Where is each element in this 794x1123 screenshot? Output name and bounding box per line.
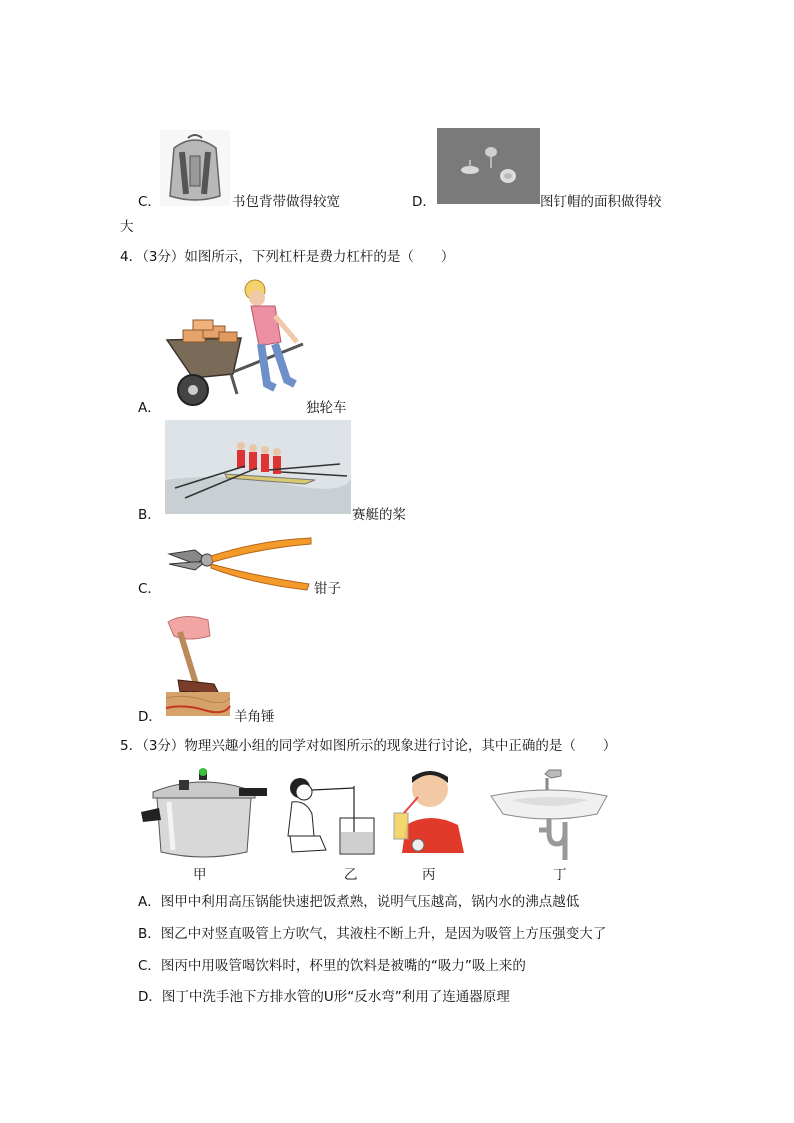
q4-option-d-label: D． xyxy=(138,709,162,725)
q4-option-c-text: 钳子 xyxy=(314,581,341,597)
q3-option-d-text-cont: 大 xyxy=(120,219,134,235)
pressure-cooker-image xyxy=(139,766,269,862)
caption-yi: 乙 xyxy=(344,867,358,883)
wheelbarrow-image xyxy=(163,276,306,410)
caption-jia: 甲 xyxy=(193,867,207,883)
sink-image xyxy=(489,766,609,862)
q4-stem: 4．（3分）如图所示，下列杠杆是费力杠杆的是（ ） xyxy=(120,249,455,265)
q5-option-a: A．图甲中利用高压锅能快速把饭煮熟，说明气压越高，锅内水的沸点越低 xyxy=(138,894,580,910)
claw-hammer-image xyxy=(164,612,232,718)
q4-option-b-text: 赛艇的桨 xyxy=(352,507,406,523)
q3-option-c-label: C． xyxy=(138,194,161,210)
q3-option-c-text: 书包背带做得较宽 xyxy=(232,194,340,210)
q5-option-b: B．图乙中对竖直吸管上方吹气，其液柱不断上升，是因为吸管上方压强变大了 xyxy=(138,926,607,942)
q4-option-a-text: 独轮车 xyxy=(306,400,347,416)
q5-option-c: C．图丙中用吸管喝饮料时，杯里的饮料是被嘴的“吸力”吸上来的 xyxy=(138,958,526,974)
q3-option-d-text: 图钉帽的面积做得较 xyxy=(540,194,662,210)
blowing-straw-image xyxy=(284,768,384,858)
caption-bing: 丙 xyxy=(422,867,436,883)
caption-ding: 丁 xyxy=(553,867,567,883)
q4-option-c-label: C． xyxy=(138,581,161,597)
q4-option-d-text: 羊角锤 xyxy=(234,709,275,725)
q5-option-d: D．图丁中洗手池下方排水管的U形“反水弯”利用了连通器原理 xyxy=(138,989,510,1005)
backpack-image xyxy=(160,130,230,206)
thumbtack-image xyxy=(437,128,540,204)
pliers-image xyxy=(165,532,313,592)
q4-option-b-label: B． xyxy=(138,507,161,523)
q5-stem: 5．（3分）物理兴趣小组的同学对如图所示的现象进行讨论，其中正确的是（ ） xyxy=(120,738,617,754)
boy-drinking-image xyxy=(388,767,468,853)
q3-option-d-label: D． xyxy=(412,194,436,210)
q4-option-a-label: A． xyxy=(138,400,161,416)
rowing-boat-image xyxy=(165,420,351,514)
